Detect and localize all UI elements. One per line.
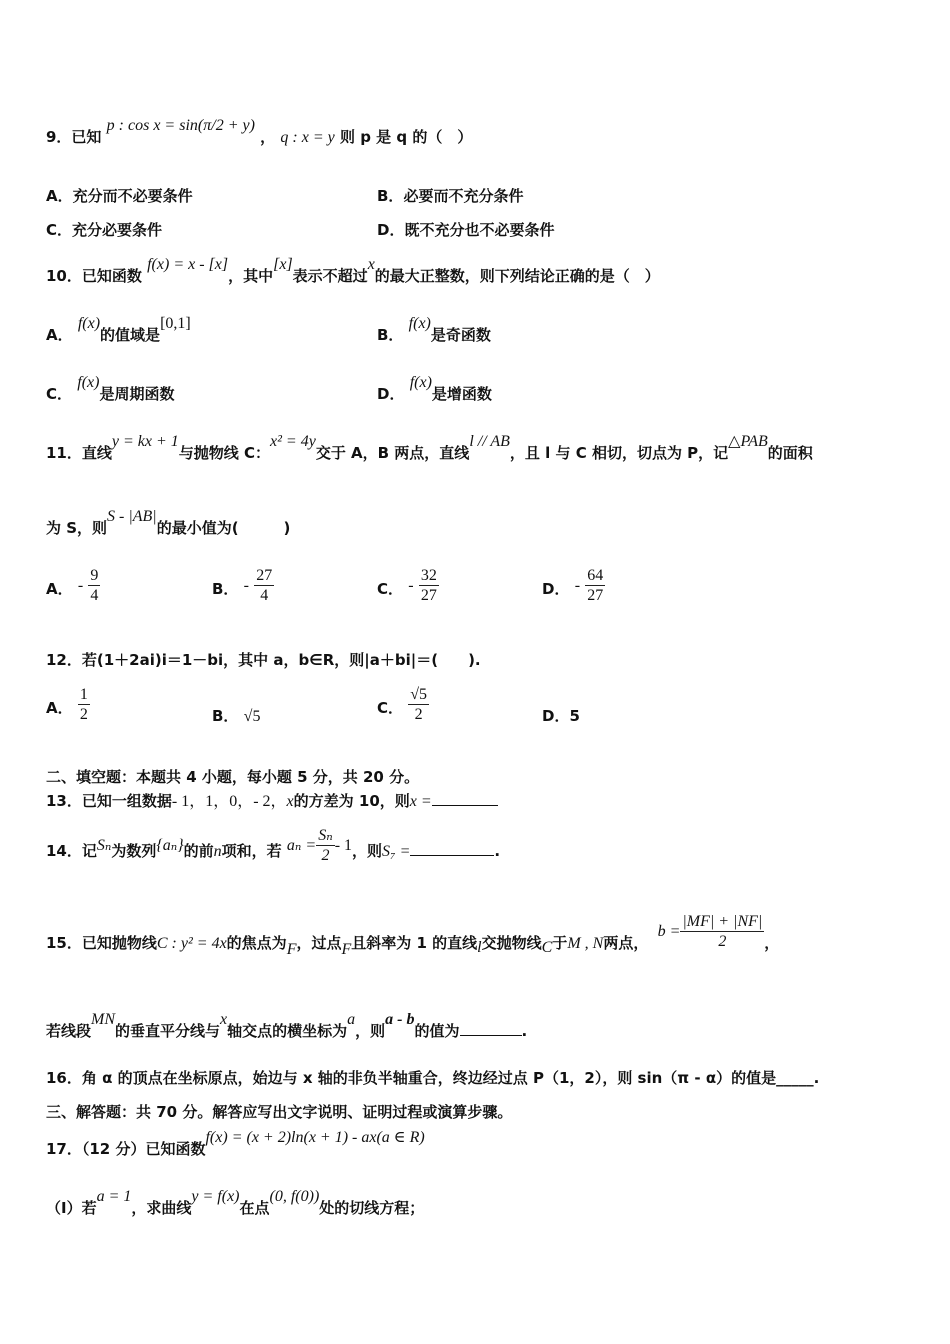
q11-option-d: D． - $\frac{64}{27}$: [542, 567, 604, 604]
q9-q-expression: q : x = y: [280, 129, 335, 146]
q13-stem: 13．已知一组数据- 1，1，0，- 2，x的方差为 10，则x =: [46, 791, 498, 812]
q10-option-c: C． f(x)是周期函数: [46, 374, 175, 403]
q15-answer-blank[interactable]: [460, 1021, 522, 1036]
q10-option-b: B． f(x)是奇函数: [377, 315, 491, 344]
q11-option-c: C． - $\frac{32}{27}$: [377, 567, 437, 604]
q13-answer-blank[interactable]: [432, 791, 498, 806]
q15-stem-line1: 15．已知抛物线C : y² = 4x的焦点为F，过点F且斜率为 1 的直线l交抛物线C于M , N两点， b = $\frac{|MF| + |NF|}{2}$ ，: [46, 913, 780, 958]
q12-option-a: A． $\frac{1}{2}$: [46, 686, 88, 723]
q11-option-a: A． - $\frac{9}{4}$: [46, 567, 99, 604]
q9-option-a: A．充分而不必要条件: [46, 187, 193, 205]
q9-option-c: C．充分必要条件: [46, 221, 163, 239]
q9-option-d: D．既不充分也不必要条件: [377, 221, 555, 239]
q10-stem: 10．已知函数 f(x) = x - [x]，其中[x]表示不超过x的最大正整数，则下列结论正确的是（ ）: [46, 256, 660, 285]
q15-stem-line2: 若线段MN的垂直平分线与x轴交点的横坐标为a，则a - b的值为 .: [46, 1011, 528, 1040]
q9-p-expression: p : cos x = sin(π/2 + y): [106, 117, 255, 134]
q12-option-c: C． $\frac{√5}{2}$: [377, 686, 428, 723]
q10-function: f(x) = x - [x]: [147, 256, 229, 273]
q16-stem: 16．角 α 的顶点在坐标原点，始边与 x 轴的非负半轴重合，终边经过点 P（1，2），则 sin（π - α）的值是_____.: [46, 1069, 820, 1087]
q12-stem: 12．若(1＋2ai)i＝1－bi，其中 a，b∈R，则|a＋bi|＝( ).: [46, 651, 481, 669]
section-3-heading: 三、解答题：共 70 分。解答应写出文字说明、证明过程或演算步骤。: [46, 1103, 513, 1121]
q14-answer-blank[interactable]: [410, 841, 494, 856]
q9-stem: 9．已知 p : cos x = sin(π/2 + y) ， q : x = y 则 p 是 q 的（ ）: [46, 117, 473, 146]
q9-option-b: B．必要而不充分条件: [377, 187, 524, 205]
q12-option-d: D．5: [542, 707, 580, 725]
q17-stem: 17．（12 分）已知函数f(x) = (x + 2)ln(x + 1) - ax(a ∈ R): [46, 1129, 425, 1158]
q10-option-d: D． f(x)是增函数: [377, 374, 492, 403]
q11-stem-line2: 为 S，则S - |AB|的最小值为( ): [46, 508, 291, 537]
q11-stem-line1: 11．直线y = kx + 1与抛物线 C：x² = 4y交于 A，B 两点，直线l // AB，且 l 与 C 相切，切点为 P，记△PAB的面积: [46, 433, 813, 462]
q10-option-a: A． f(x)的值域是[0,1]: [46, 315, 191, 344]
q14-stem: 14．记Sₙ为数列{aₙ}的前n项和，若 aₙ = $\frac{\text{Sₙ}}{2}$ - 1，则S₇ = .: [46, 827, 501, 864]
q17-part1: （Ⅰ）若a = 1，求曲线y = f(x)在点(0, f(0))处的切线方程；: [46, 1188, 425, 1217]
q11-option-b: B． - $\frac{27}{4}$: [212, 567, 273, 604]
q12-option-b: B． √5: [212, 707, 261, 725]
section-2-heading: 二、填空题：本题共 4 小题，每小题 5 分，共 20 分。: [46, 768, 420, 786]
